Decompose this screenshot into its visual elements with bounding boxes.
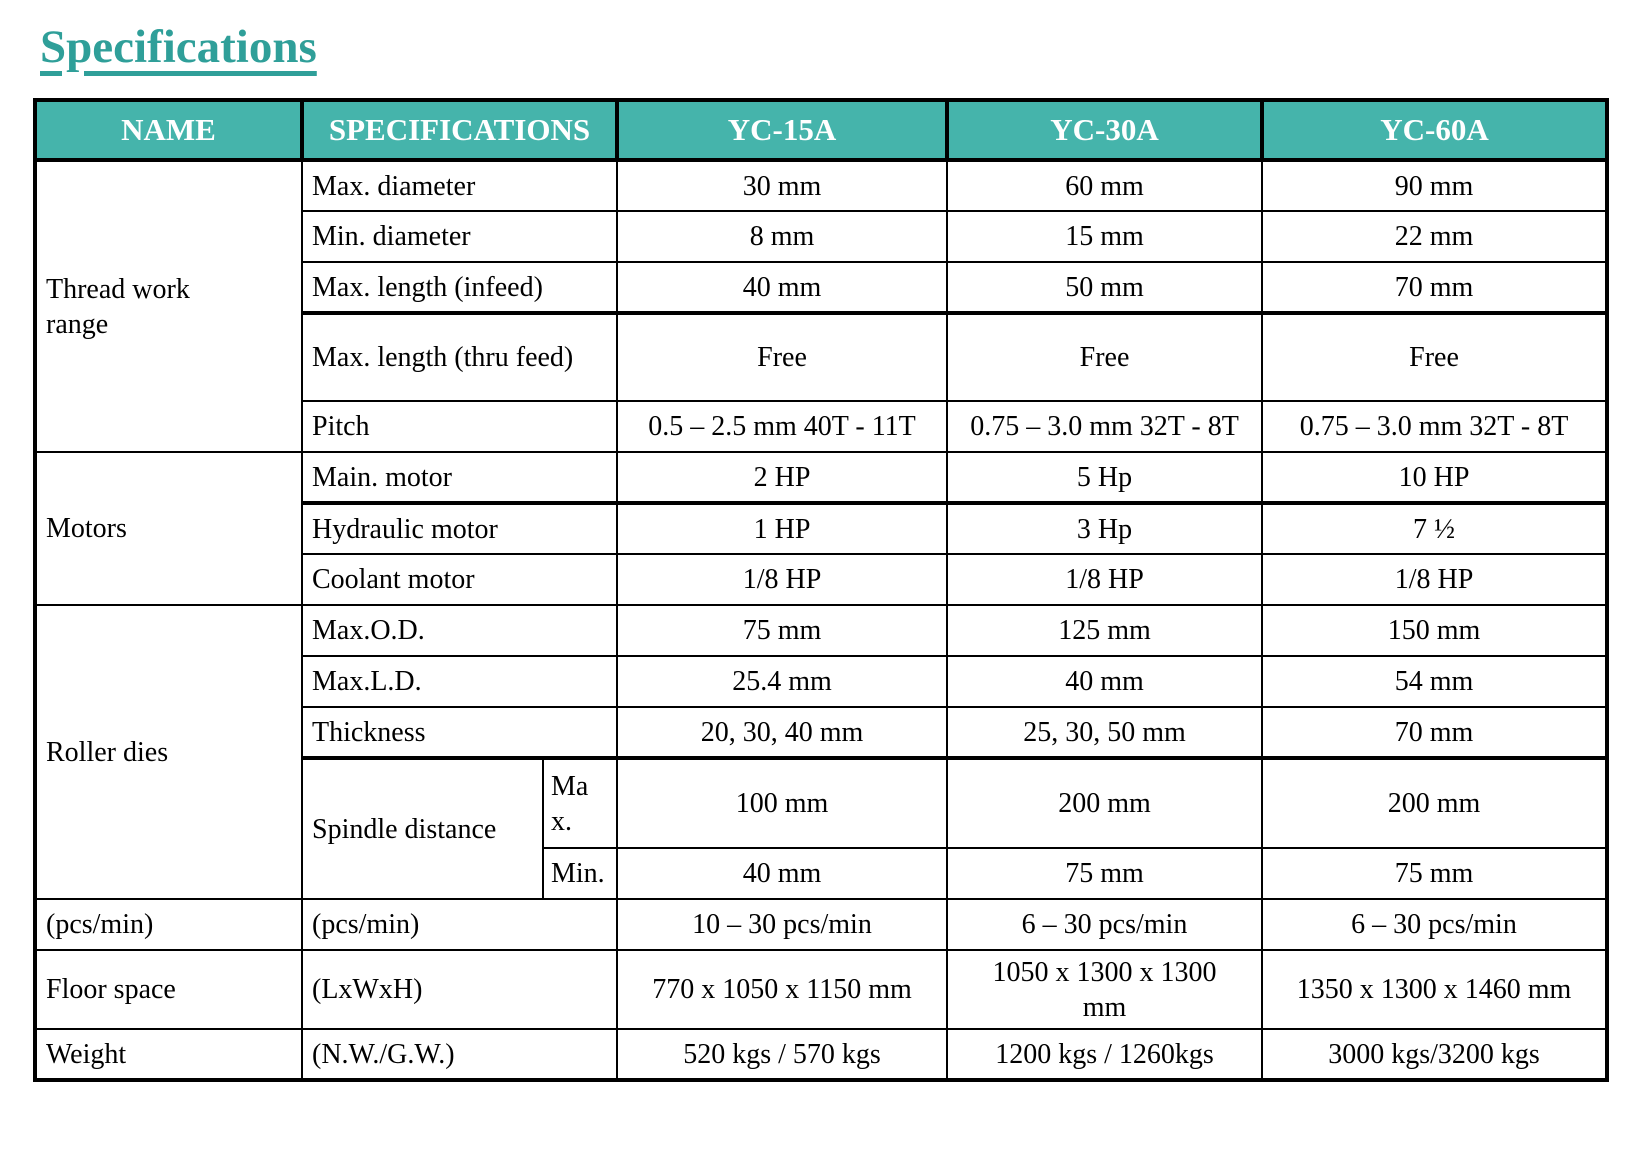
value-cell: 1350 x 1300 x 1460 mm — [1262, 950, 1607, 1029]
table-row — [35, 452, 1607, 503]
value-cell: 2 HP — [617, 452, 947, 503]
header-row — [35, 100, 1607, 160]
row-name-pcs-min: (pcs/min) — [35, 899, 302, 950]
value-cell: 54 mm — [1262, 656, 1607, 707]
value-cell: 770 x 1050 x 1150 mm — [617, 950, 947, 1029]
value-cell: 0.75 – 3.0 mm 32T - 8T — [947, 401, 1262, 452]
value-cell: 60 mm — [947, 160, 1262, 211]
value-cell: 3000 kgs/3200 kgs — [1262, 1029, 1607, 1080]
value-cell: 1 HP — [617, 503, 947, 554]
value-cell: 1/8 HP — [617, 554, 947, 605]
table-row — [35, 899, 1607, 950]
specifications-table — [33, 98, 1609, 1082]
value-cell: 40 mm — [617, 848, 947, 899]
value-cell: 0.75 – 3.0 mm 32T - 8T — [1262, 401, 1607, 452]
value-cell: 40 mm — [947, 656, 1262, 707]
group-name-roller-dies: Roller dies — [35, 605, 302, 899]
spec-spindle-max: Max. — [543, 758, 617, 848]
value-cell: 1/8 HP — [947, 554, 1262, 605]
value-cell: 3 Hp — [947, 503, 1262, 554]
value-cell: Free — [617, 313, 947, 401]
spec-pitch: Pitch — [302, 401, 617, 452]
spec-coolant-motor: Coolant motor — [302, 554, 617, 605]
value-cell: 25, 30, 50 mm — [947, 707, 1262, 758]
spec-pcs-min: (pcs/min) — [302, 899, 617, 950]
spec-main-motor: Main. motor — [302, 452, 617, 503]
value-cell: 1050 x 1300 x 1300 mm — [947, 950, 1262, 1029]
value-cell: 5 Hp — [947, 452, 1262, 503]
value-cell: 75 mm — [947, 848, 1262, 899]
value-cell: Free — [947, 313, 1262, 401]
table-row — [35, 605, 1607, 656]
table-row — [35, 1029, 1607, 1080]
value-cell: 10 HP — [1262, 452, 1607, 503]
spec-max-length-thru-feed: Max. length (thru feed) — [302, 313, 617, 401]
value-cell: 25.4 mm — [617, 656, 947, 707]
value-cell: 6 – 30 pcs/min — [1262, 899, 1607, 950]
value-cell: 50 mm — [947, 262, 1262, 313]
value-cell: 75 mm — [1262, 848, 1607, 899]
value-cell: 75 mm — [617, 605, 947, 656]
value-cell: 70 mm — [1262, 707, 1607, 758]
value-cell: 0.5 – 2.5 mm 40T - 11T — [617, 401, 947, 452]
value-cell: 200 mm — [947, 758, 1262, 848]
table-row — [35, 950, 1607, 1029]
header-model-yc-15a: YC-15A — [617, 100, 947, 160]
value-cell: 8 mm — [617, 211, 947, 262]
header-name: NAME — [35, 100, 302, 160]
value-cell: 520 kgs / 570 kgs — [617, 1029, 947, 1080]
header-model-yc-60a: YC-60A — [1262, 100, 1607, 160]
spec-max-ld: Max.L.D. — [302, 656, 617, 707]
value-cell: 15 mm — [947, 211, 1262, 262]
value-cell: 40 mm — [617, 262, 947, 313]
spec-lxwxh: (LxWxH) — [302, 950, 617, 1029]
value-cell: 125 mm — [947, 605, 1262, 656]
header-specifications: SPECIFICATIONS — [302, 100, 617, 160]
value-cell: 70 mm — [1262, 262, 1607, 313]
row-name-floor-space: Floor space — [35, 950, 302, 1029]
value-cell: 100 mm — [617, 758, 947, 848]
value-cell: Free — [1262, 313, 1607, 401]
value-cell: 1200 kgs / 1260kgs — [947, 1029, 1262, 1080]
header-model-yc-30a: YC-30A — [947, 100, 1262, 160]
spec-min-diameter: Min. diameter — [302, 211, 617, 262]
spec-spindle-min: Min. — [543, 848, 617, 899]
spec-max-diameter: Max. diameter — [302, 160, 617, 211]
row-name-weight: Weight — [35, 1029, 302, 1080]
value-cell: 150 mm — [1262, 605, 1607, 656]
value-cell: 10 – 30 pcs/min — [617, 899, 947, 950]
value-cell: 22 mm — [1262, 211, 1607, 262]
spec-max-length-infeed: Max. length (infeed) — [302, 262, 617, 313]
spec-nw-gw: (N.W./G.W.) — [302, 1029, 617, 1080]
table-header — [35, 100, 1607, 160]
table-body — [35, 160, 1607, 1080]
value-cell: 6 – 30 pcs/min — [947, 899, 1262, 950]
group-name-motors: Motors — [35, 452, 302, 605]
value-cell: 30 mm — [617, 160, 947, 211]
value-cell: 20, 30, 40 mm — [617, 707, 947, 758]
value-cell: 90 mm — [1262, 160, 1607, 211]
value-cell: 200 mm — [1262, 758, 1607, 848]
value-cell: 1/8 HP — [1262, 554, 1607, 605]
page-title: Specifications — [40, 21, 317, 73]
spec-thickness: Thickness — [302, 707, 617, 758]
group-name-thread-work-range: Thread work range — [35, 160, 302, 452]
table-row — [35, 160, 1607, 211]
spec-spindle-distance: Spindle distance — [302, 758, 543, 899]
spec-hydraulic-motor: Hydraulic motor — [302, 503, 617, 554]
spec-max-od: Max.O.D. — [302, 605, 617, 656]
value-cell: 7 ½ — [1262, 503, 1607, 554]
